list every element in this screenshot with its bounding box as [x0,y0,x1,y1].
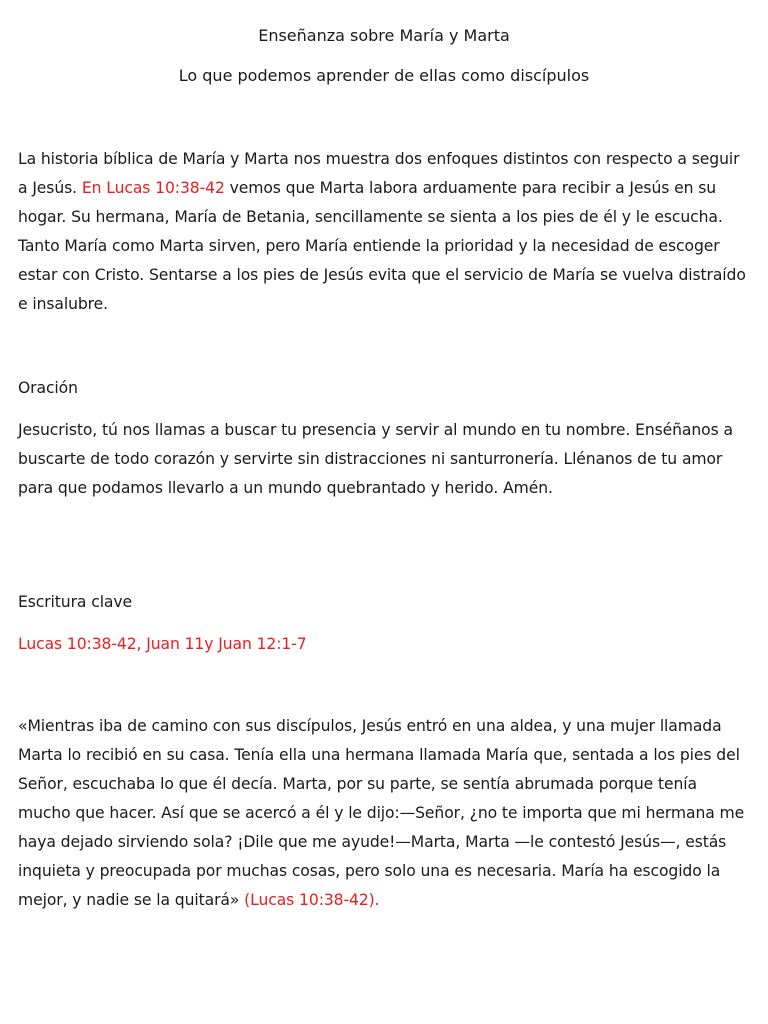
scripture-heading: Escritura clave [18,593,132,611]
scripture-references: Lucas 10:38-42, Juan 11y Juan 12:1-7 [18,635,307,653]
intro-paragraph [18,145,748,319]
prayer-heading: Oración [18,379,78,397]
intro-text-end: vemos que Marta labora arduamente para recibir a Jesús en su hogar. Su hermana, María de Betania, sencillamente se sienta a los pies de él y le escucha. Tanto María como Marta sirven, pero María entiende la prioridad y la necesidad de escoger estar con Cristo. Sentarse a los pies de Jesús evita que el servicio de María se vuelva distraído e insalubre. [18,179,746,313]
page-title: Enseñanza sobre María y Marta [258,26,510,45]
quote-reference: (Lucas 10:38-42). [239,891,380,909]
page-subtitle: Lo que podemos aprender de ellas como discípulos [178,66,590,85]
intro-scripture-reference: En Lucas 10:38-42 [81,179,225,197]
scripture-quote [18,712,748,915]
intro-text-start: La historia bíblica de María y Marta nos muestra dos enfoques distintos con respecto a seguir a Jesús. [18,150,740,197]
prayer-paragraph: Jesucristo, tú nos llamas a buscar tu presencia y servir al mundo en tu nombre. Enséñanos a buscarte de todo corazón y servirte sin distracciones ni santurronería. Llénanos de tu amor para que podamos llevarlo a un mundo quebrantado y herido. Amén. [18,421,733,497]
quote-text: «Mientras iba de camino con sus discípulos, Jesús entró en una aldea, y una mujer llamada Marta lo recibió en su casa. Tenía ella una hermana llamada María que, sentada a los pies del Señor, escuchaba lo que él decía. Marta, por su parte, se sentía abrumada porque tenía mucho que hacer. Así que se acercó a él y le dijo:—Señor, ¿no te importa que mi hermana me haya dejado sirviendo sola? ¡Dile que me ayude!—Marta, Marta —le contestó Jesús—, estás inquieta y preocupada por muchas cosas, pero solo una es necesaria. María ha escogido la mejor, y nadie se la quitará» [18,717,745,909]
